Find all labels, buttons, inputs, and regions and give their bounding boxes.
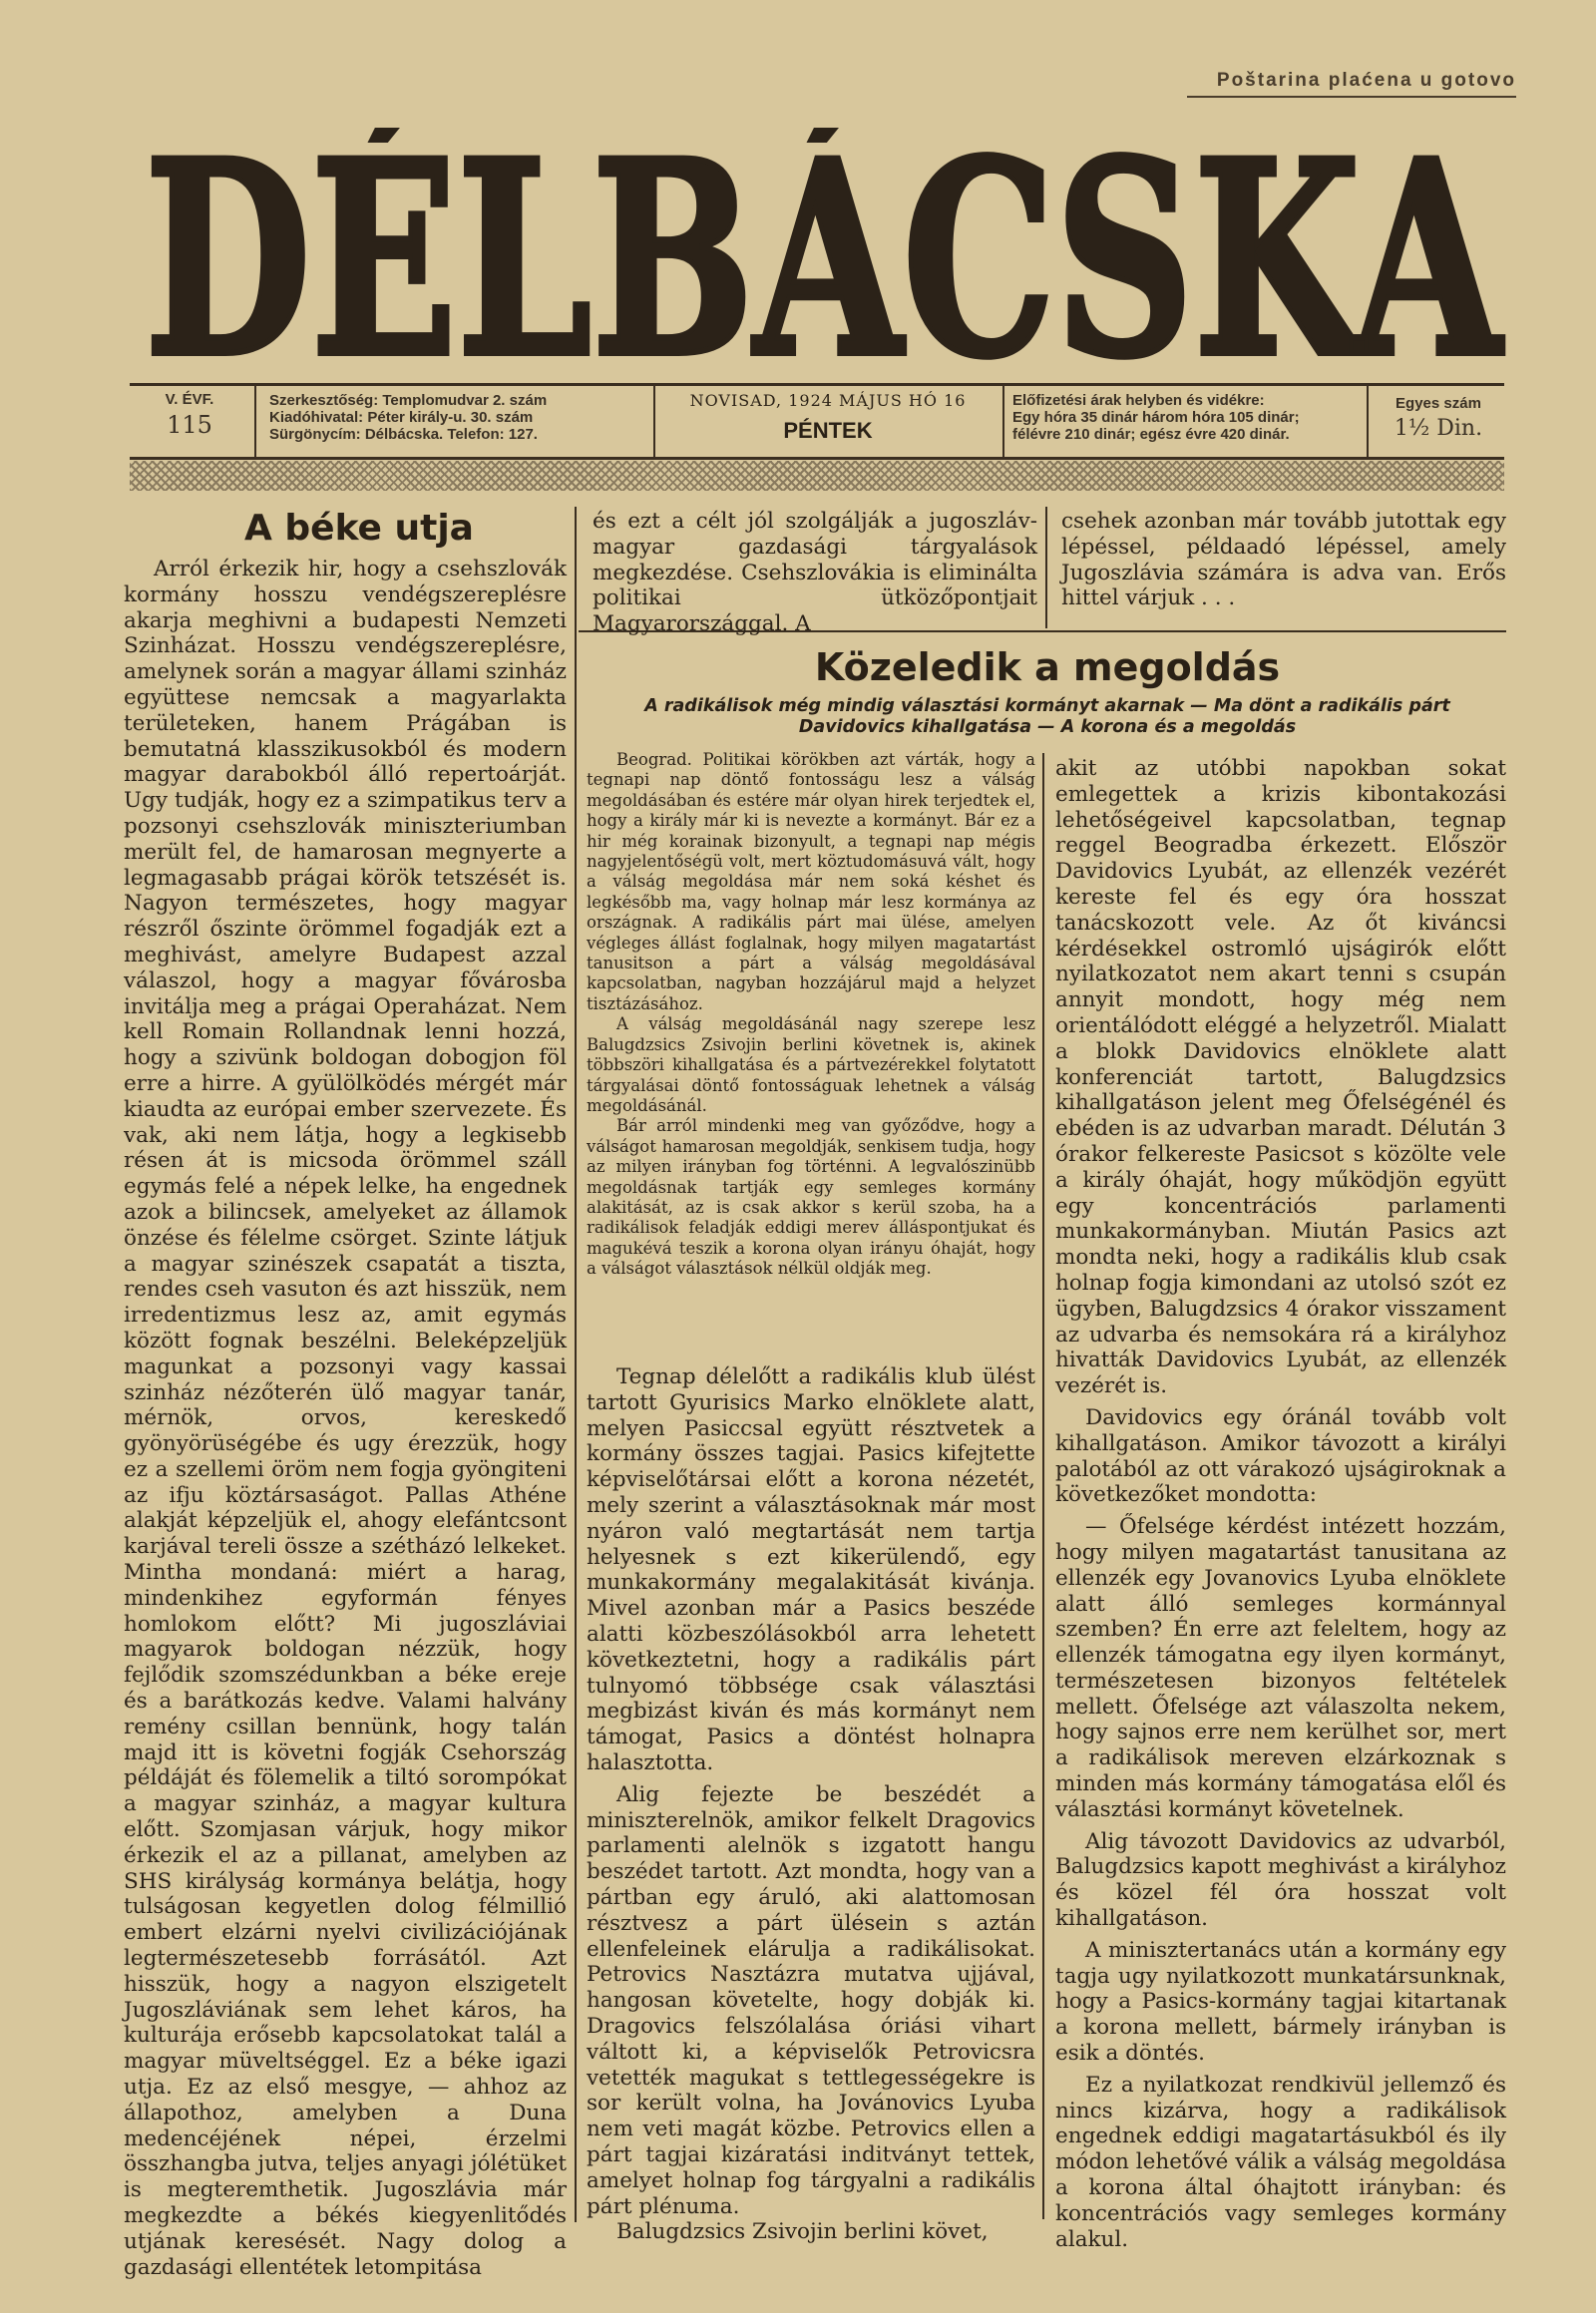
article-body — [587, 750, 1035, 1280]
article-paragraph: Bár arról mindenki meg van győződve, hogy a válságot hamarosan megoldják, senkisem tudja, hogy az milyen irányban fog történni. A legvalószinübb megoldásnak tartják egy semleges kormány alakitását, az is csak akkor s kerül szoba, ha a radikálisok feladják eddigi merev álláspontjukat és magukévá teszik a korona olyan irányu óhaját, hogy a válságot választások nélkül oldják meg. — [587, 1116, 1035, 1279]
article-body — [124, 557, 567, 2280]
article-continuation — [1061, 509, 1506, 611]
article-body — [587, 1364, 1035, 2245]
article-paragraph: Tegnap délelőtt a radikális klub ülést tartott Gyurisics Marko elnöklete alatt, melyen Pasiccsal együtt résztvetek a kormány összes tagjai. Pasics kifejtette képviselőtársai előtt a korona nézetét, mely szerint a választásoknak már most nyáron való megtartását nem tartja helyesnek s ezt kikerülendő, egy munkakormány megalakitását kivánja. Mivel azonban már a Pasics beszéde alatti közbeszólásokból arra lehetett következtetni, hogy a radikális párt tulnyomó többsége csak választási megbizást kiván és más kormányt nem támogat, Pasics a döntést holnapra halasztotta. — [587, 1364, 1035, 1775]
subscription-box — [1012, 392, 1357, 443]
article-paragraph: Alig fejezte be beszédét a miniszterelnök, amikor felkelt Dragovics parlamenti alelnök s izgatott hangu beszédet tartott. Azt mondta, hogy van a pártban egy áruló, aki alattomosan résztvesz a párt ülésein s aztán ellenfeleinek elárulja a radikálisokat. Petrovics Nasztázra mutatva ujjával, hangosan követelte, hogy dobják ki. Dragovics felszólalása óriási vihart váltott ki, a képviselők Petrovicsra vetették magukat s tettlegességekre is sor került volna, ha Jovánovics Lyuba nem veti magát közbe. Petrovics ellen a párt tagjai kizáratási inditványt tettek, amelyet holnap fog tárgyalni a radikális párt plénuma. — [587, 1781, 1035, 2219]
article-paragraph: A válság megoldásánál nagy szerepe lesz Balugdzsics Zsivojin berlini követnek is, akinek többszöri kihallgatása és a pártvezérekkel folytatott tárgyalásai döntő fontosságuak lehetnek a válság megoldásánál. — [587, 1014, 1035, 1115]
price-box — [1375, 395, 1502, 446]
article-paragraph: Arról érkezik hir, hogy a csehszlovák kormány hosszu vendégszereplésre akarja meghivni a budapesti Nemzeti Szinházat. Hosszu vendégszereplésre, amelynek során a magyar állami szinház együttese nemcsak a magyarlakta területeken, hanem Prágában is bemutatná klasszikusokból és modern magyar darabokból álló repertoárját. Ugy tudják, hogy ez a szimpatikus terv a pozsonyi csehszlovák miniszteriumban merült fel, de hamarosan megnyerte a legmagasabb prágai körök tetszését is. Nagyon természetes, hogy magyar részről őszinte örömmel fogadják ezt a meghivást, amelyre Budapest azzal válaszol, hogy a magyar fővárosba invitálja meg a prágai Operaházat. Nem kell Romain Rollandnak lenni hozzá, hogy a szivünk boldogan dobogjon föl erre a hirre. A gyülölködés mérgét már kiaudta az európai ember szervezete. És vak, aki nem látja, hogy a legkisebb résen át is micsoda örömmel száll egymás felé a népek lelke, ha engednek azok a bilincsek, amelyeket az államok önzése és félelme csörget. Szinte látjuk a magyar szinészek csapatát a tiszta, rendes cseh vasuton és azt hisszük, nem irredentizmus lesz az, amit egymás között fognak beszélni. Beleképzeljük magunkat a pozsonyi vagy kassai szinház nézőterén ülő magyar tanár, mérnök, orvos, kereskedő gyönyörüségébe és ugy érezzük, hogy ez a szellemi öröm nem fogja gyöngiteni az ifju köztársaságot. Pallas Athéne alakját képzeljük el, ahogy elefántcsont karjával tereli össze a szétházó lelkeket. Mintha mondaná: miért a harag, mindenkihez egyformán fényes homlokom előtt? Mi jugoszláviai magyarok boldogan nézzük, hogy fejlődik szomszédunkban a béke ereje és a barátkozás kedve. Valami halvány remény csillan bennünk, hogy talán majd itt is követni fogják Csehország példáját és fölemelik a tiltó sorompókat a magyar szinház, a magyar kultura előtt. Szomjasan várjuk, hogy mikor érkezik el az a pillanat, amelyben az SHS királyság kormánya belátja, hogy tulságosan kegyetlen dolog félmillió embert elzárni nyelvi civilizációjának legtermészetesebb forrásától. Azt hisszük, hogy a nagyon elszigetelt Jugoszláviának sem lehet káros, ha kulturája erősebb kapcsolatokat talál a magyar müveltséggel. Ez a béke igazi utja. Ez az első mesgye, — ahhoz az állapothoz, amelyben a Duna medencéjének népei, érzelmi összhangba jutva, teljes anyagi jólétüket is megteremthetik. Jugoszlávia már megkezdte a békés kiegyenlitődés utjának keresését. Nagy dolog a gazdasági ellentétek letompitása — [124, 557, 567, 2280]
subscription-line: félévre 210 dinár; egész évre 420 dinár. — [1012, 426, 1290, 443]
column-rule — [1045, 507, 1047, 628]
article-paragraph: akit az utóbbi napokban sokat emlegettek a krizis kibontakozási lehetőségeivel kapcsolatban, tegnap reggel Beogradba érkezett. Először Davidovics Lyubát, az ellenzék vezérét kereste fel és egy óra hosszat tanácskozott vele. Az őt kiváncsi kérdésekkel ostromló ujságirók előtt nyilatkozatot nem akart tenni s csupán annyit mondott, hogy még nem orientálódott eléggé a helyzetről. Mialatt a blokk Davidovics elnöklete alatt konferenciát tartott, Balugdzsics kihallgatáson jelent meg Őfelségénél és ebéden is az udvarban maradt. Délután 3 órakor felkereste Pasicsot s közölte vele a király óhaját, hogy működjön együtt egy koncentrációs parlamenti munkakormányban. Miután Pasics azt mondta neki, hogy a radikális klub csak holnap fogja kimondani az utolsó szót ez ügyben, Balugdzsics 4 órakor visszament az udvarba és nemsokára rá a királyhoz hivatták Davidovics Lyubát, az ellenzék vezérét is. — [1055, 756, 1506, 1399]
divider — [1002, 383, 1004, 457]
weekday: PÉNTEK — [783, 418, 873, 443]
masthead-logo — [138, 128, 1508, 382]
article-continuation — [593, 509, 1037, 637]
editorial-address: Szerkesztőség: Templomudvar 2. szám — [269, 392, 548, 409]
subscription-line: Egy hóra 35 dinár három hóra 105 dinár; — [1012, 409, 1300, 426]
issue-number: 115 — [167, 411, 212, 439]
dateline-box — [658, 391, 998, 444]
telegram-phone: Sürgönycím: Délbácska. Telefon: 127. — [269, 426, 538, 443]
masthead — [138, 128, 1508, 382]
article-paragraph: Ez a nyilatkozat rendkivül jellemző és nincs kizárva, hogy a radikálisok engednek eddigi magatartásukból és ily módon lehetővé válik a válság megoldása a korona által óhajtott irányban: és koncentrációs vagy semleges kormány alakul. — [1055, 2072, 1506, 2252]
masthead-title: DÉLBÁCSKA — [145, 128, 1506, 382]
dateline: NOVISAD, 1924 MÁJUS HÓ 16 — [689, 391, 967, 410]
article-paragraph: csehek azonban már tovább jutottak egy lépéssel, példaadó lépéssel, amely Jugoszlávia számára is adva van. Erős hittel várjuk . . . — [1061, 509, 1506, 611]
article-paragraph: és ezt a célt jól szolgálják a jugoszláv-magyar gazdasági tárgyalások megkezdése. Csehszlovákia is eliminálta politikai ütközőpontjait Magyarországgal. A — [593, 509, 1037, 637]
divider — [653, 383, 655, 457]
article-body — [1055, 756, 1506, 2252]
article-paragraph: — Őfelsége kérdést intézett hozzám, hogy milyen magatartást tanusitana az ellenzék egy Jovanovics Lyuba elnöklete alatt álló semleges kormánnyal szemben? Én erre azt feleltem, hogy az ellenzék támogatna egy ilyen kormányt, természetesen bizonyos feltételek mellett. Őfelsége azt válaszolta nekem, hogy sajnos erre nem kerülhet sor, mert a radikálisok mereven elzárkoznak s minden más kormány támogatása elől és választási kormányt követelnek. — [1055, 1514, 1506, 1822]
column-rule — [1042, 753, 1044, 2219]
volume-box — [135, 391, 244, 442]
divider — [130, 383, 1504, 386]
column-rule — [575, 507, 577, 2222]
single-copy-price: 1½ Din. — [1394, 416, 1483, 441]
article-paragraph: Davidovics egy óránál tovább volt kihallgatáson. Amikor távozott a királyi palotából az ott várakozó ujságiroknak a következőket mondotta: — [1055, 1404, 1506, 1508]
article-subtitle: A radikálisok még mindig választási kormányt akarnak — Ma dönt a radikális párt Davidovics kihallgatása — A korona és a megoldás — [644, 696, 1450, 737]
divider — [254, 383, 256, 457]
article-paragraph: Beograd. Politikai körökben azt várták, hogy a tegnapi nap döntő fontosságu lesz a válság megoldásában és estére már olyan hirek terjedtek el, hogy a király már ki is nevezte a kormányt. Bár ez a hir még korainak bizonyult, a tegnapi nap mégis nagyjelentőségü volt, mert köztudomásuvá vált, hogy a válság megoldása már nem soká késhet és legkésőbb ma, vagy holnap már lesz kormánya az országnak. A radikális párt mai ülése, amelyen végleges állást foglalnak, hogy milyen magatartást tanusitson a párt a válság megoldásával kapcsolatban, nagyban hozzájárul majd a helyzet tisztázásához. — [587, 750, 1035, 1013]
divider — [1187, 96, 1516, 98]
year-label: V. ÉVF. — [165, 391, 214, 408]
article-paragraph: Alig távozott Davidovics az udvarból, Balugdzsics kapott meghivást a királyhoz és közel fél óra hosszat volt kihallgatáson. — [1055, 1828, 1506, 1932]
article-paragraph: A minisztertanács után a kormány egy tagja ugy nyilatkozott munkatársunknak, hogy a Pasics-kormány tagjai kitartanak a korona mellett, bármely irányban is esik a döntés. — [1055, 1937, 1506, 2067]
contact-box — [269, 392, 638, 443]
divider — [130, 457, 1504, 460]
article-title: Közeledik a megoldás — [814, 645, 1281, 689]
divider — [1367, 383, 1369, 457]
subscription-line: Előfizetési árak helyben és vidékre: — [1012, 392, 1265, 409]
publisher-address: Kiadóhivatal: Péter király-u. 30. szám — [269, 409, 534, 426]
article-paragraph: Balugdzsics Zsivojin berlini követ, — [616, 2219, 989, 2245]
postage-note: Poštarina plaćena u gotovo — [1216, 70, 1516, 91]
ornamental-rule — [130, 461, 1504, 491]
article-title: A béke utja — [244, 508, 474, 549]
single-copy-label: Egyes szám — [1396, 395, 1481, 412]
